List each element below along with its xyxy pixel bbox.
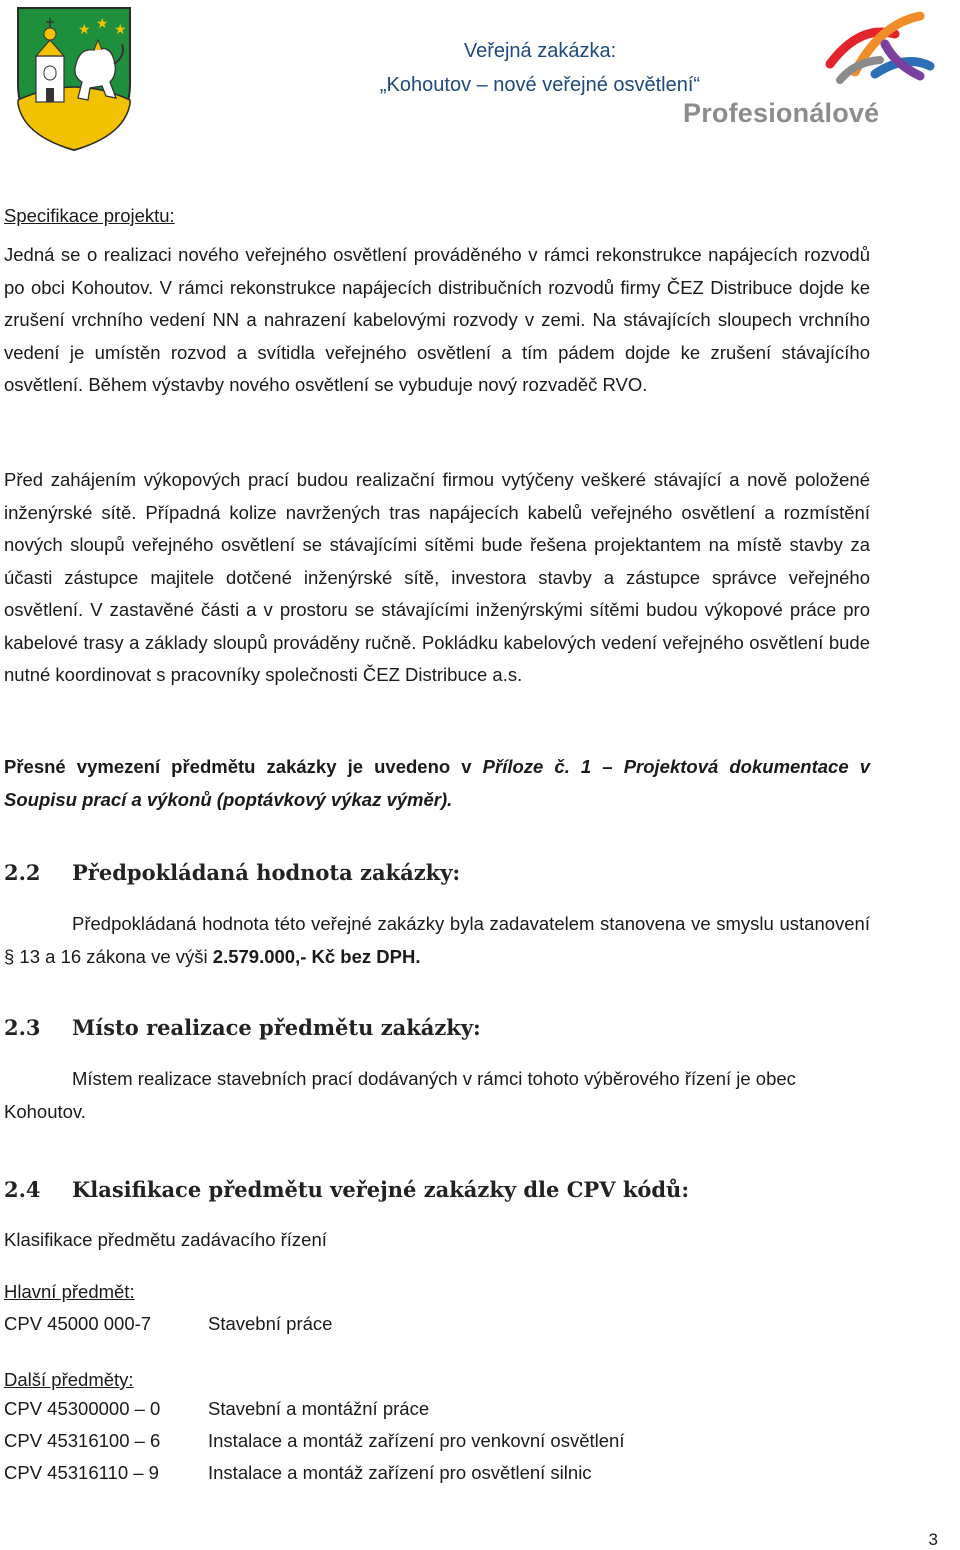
section-2-2-heading xyxy=(4,860,460,885)
spec-heading: Specifikace projektu: xyxy=(4,205,175,226)
cpv-desc: Instalace a montáž zařízení pro osvětlení silnic xyxy=(208,1462,592,1483)
section-2-3-number: 2.3 xyxy=(4,1015,41,1040)
section-2-4-heading xyxy=(4,1177,689,1202)
page-number: 3 xyxy=(928,1530,938,1549)
section-2-3-title: Místo realizace předmětu zakázky: xyxy=(72,1015,481,1040)
header-title-line1: Veřejná zakázka: xyxy=(463,40,617,62)
section-2-2-title: Předpokládaná hodnota zakázky: xyxy=(72,860,461,885)
svg-text:★: ★ xyxy=(96,16,109,32)
section-2-4-number: 2.4 xyxy=(4,1177,41,1202)
section-2-3-text: Místem realizace stavebních prací dodávaných v rámci tohoto výběrového řízení je obec Kohoutov. xyxy=(4,1068,796,1122)
section-2-2-text xyxy=(4,908,870,973)
subject-ref-annex: Příloze č. 1 xyxy=(482,756,592,777)
cpv-main-code: CPV 45000 000-7 xyxy=(4,1313,152,1334)
cpv-code: CPV 45316110 – 9 xyxy=(4,1462,159,1483)
subject-ref-dash: – xyxy=(591,756,624,777)
cpv-desc: Instalace a montáž zařízení pro venkovní osvětlení xyxy=(208,1430,625,1451)
other-subjects-label: Další předměty: xyxy=(4,1369,134,1390)
cpv-main-desc: Stavební práce xyxy=(208,1313,333,1334)
svg-text:★: ★ xyxy=(114,22,127,38)
svg-text:★: ★ xyxy=(78,22,91,38)
logo-wordmark: Profesionálové xyxy=(683,98,880,128)
subject-ref-doc: Projektová dokumentace v Soupisu prací a výkonů (poptávkový výkaz výměr). xyxy=(4,756,871,810)
section-2-3-heading xyxy=(4,1015,481,1040)
spec-paragraph-2: Před zahájením výkopových prací budou realizační firmou vytýčeny veškeré stávající a nově položené inženýrské sítě. Případná kolize navržených tras napájecích kabelů veřejného osvětlení a rozmístění nových sloupů veřejného osvětlení se stávajícími sítěmi bude řešena projektantem na místě stavby za účasti zástupce majitele dotčené inženýrské sítě, investora stavby a zástupce správce veřejného osvětlení. V zastavěné části a v prostoru se stávajícími inženýrskými sítěmi budou výkopové práce pro kabelové trasy a základy sloupů prováděny ručně. Pokládku kabelových vedení veřejného osvětlení bude nutné koordinovat s pracovníky společnosti ČEZ Distribuce a.s. xyxy=(4,469,870,685)
spec-paragraph-1: Jedná se o realizaci nového veřejného osvětlení prováděného v rámci rekonstrukce napájecích rozvodů po obci Kohoutov. V rámci rekonstrukce napájecích distribučních rozvodů firmy ČEZ Distribuce dojde ke zrušení vrchního vedení NN a nahrazení kabelovými rozvody v zemi. Na stávajících sloupech vrchního vedení je umístěn rozvod a svítidla veřejného osvětlení a tím pádem dojde ke zrušení stávajícího osvětlení. Během výstavby nového osvětlení se vybuduje nový rozvaděč RVO. xyxy=(4,244,870,395)
section-2-4-title: Klasifikace předmětu veřejné zakázky dle CPV kódů: xyxy=(72,1177,690,1202)
kohoutov-coat-of-arms-logo xyxy=(14,4,134,152)
cpv-code: CPV 45316100 – 6 xyxy=(4,1430,161,1451)
cpv-intro: Klasifikace předmětu zadávacího řízení xyxy=(4,1229,327,1250)
section-2-2-text-a: Předpokládaná hodnota této veřejné zakázky byla zadavatelem stanovena ve smyslu ustanovení § 13 a 16 zákona ve výši xyxy=(4,913,870,967)
header-title-line2: „Kohoutov – nové veřejné osvětlení“ xyxy=(379,74,701,96)
cpv-desc: Stavební a montážní práce xyxy=(208,1398,430,1419)
section-2-2-number: 2.2 xyxy=(4,860,41,885)
cpv-code: CPV 45300000 – 0 xyxy=(4,1398,161,1419)
spec-subject-reference xyxy=(4,751,870,816)
subject-ref-text-a: Přesné vymezení předmětu zakázky je uvedeno v xyxy=(4,756,483,777)
main-subject-label: Hlavní předmět: xyxy=(4,1281,135,1302)
section-2-2-value: 2.579.000,- Kč bez DPH. xyxy=(212,945,421,967)
